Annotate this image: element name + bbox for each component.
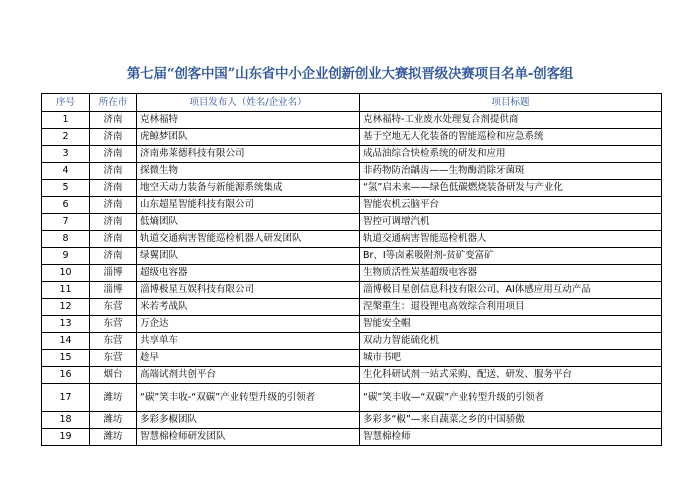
cell-no: 2 [42, 129, 90, 146]
cell-city: 烟台 [90, 367, 137, 384]
cell-city: 济南 [90, 214, 137, 231]
cell-project: 涅槃重生：退役锂电高效综合利用项目 [360, 299, 662, 316]
cell-no: 4 [42, 163, 90, 180]
table-row [42, 180, 662, 197]
cell-project: 智控可调增汽机 [360, 214, 662, 231]
cell-city: 淄博 [90, 282, 137, 299]
cell-city: 济南 [90, 197, 137, 214]
cell-project: 智慧棉检师 [360, 429, 662, 446]
table-row [42, 129, 662, 146]
column-header-project: 项目标题 [360, 94, 662, 112]
table-header-row [42, 94, 662, 112]
table-row [42, 299, 662, 316]
cell-city: 东营 [90, 299, 137, 316]
cell-project: 智能农机云脑平台 [360, 197, 662, 214]
page-title: 第七届“创客中国”山东省中小企业创新创业大赛拟晋级决赛项目名单-创客组 [126, 66, 574, 82]
table-row [42, 316, 662, 333]
cell-city: 东营 [90, 333, 137, 350]
cell-project: 生物质活性炭基超级电容器 [360, 265, 662, 282]
cell-publisher: 超级电容器 [137, 265, 360, 282]
cell-publisher: 山东超星智能科技有限公司 [137, 197, 360, 214]
table-row [42, 367, 662, 384]
cell-project: 基于空地无人化装备的智能巡检和应急系统 [360, 129, 662, 146]
cell-no: 14 [42, 333, 90, 350]
cell-no: 10 [42, 265, 90, 282]
cell-no: 13 [42, 316, 90, 333]
cell-no: 8 [42, 231, 90, 248]
cell-city: 济南 [90, 248, 137, 265]
cell-publisher: 克林福特 [137, 112, 360, 129]
cell-city: 潍坊 [90, 429, 137, 446]
cell-city: 济南 [90, 231, 137, 248]
table-row [42, 248, 662, 265]
table-row [42, 214, 662, 231]
cell-city: 潍坊 [90, 412, 137, 429]
table-row [42, 429, 662, 446]
table-row [42, 333, 662, 350]
cell-publisher: 智慧棉检师研发团队 [137, 429, 360, 446]
table-row [42, 163, 662, 180]
table-row [42, 146, 662, 163]
cell-no: 12 [42, 299, 90, 316]
cell-publisher: 绿翼团队 [137, 248, 360, 265]
cell-publisher: 多彩多椒团队 [137, 412, 360, 429]
table-row [42, 412, 662, 429]
cell-publisher: “碳”笑丰收-“双碳”产业转型升级的引领者 [137, 384, 360, 412]
cell-publisher: 地空天动力装备与新能源系统集成 [137, 180, 360, 197]
cell-publisher: 探微生物 [137, 163, 360, 180]
cell-project: 生化科研试剂一站式采购、配送、研发、服务平台 [360, 367, 662, 384]
cell-project: 城市书吧 [360, 350, 662, 367]
cell-no: 17 [42, 384, 90, 412]
cell-city: 济南 [90, 129, 137, 146]
cell-publisher: 济南弗莱德科技有限公司 [137, 146, 360, 163]
project-list-table [41, 93, 662, 446]
cell-project: 多彩多“椒”—来自蔬菜之乡的中国骄傲 [360, 412, 662, 429]
table-row [42, 384, 662, 412]
table-row [42, 350, 662, 367]
cell-no: 16 [42, 367, 90, 384]
cell-city: 济南 [90, 146, 137, 163]
cell-publisher: 万企达 [137, 316, 360, 333]
cell-no: 18 [42, 412, 90, 429]
cell-project: 克林福特-工业废水处理复合剂提供商 [360, 112, 662, 129]
cell-city: 东营 [90, 316, 137, 333]
cell-project: 淄博极目星创信息科技有限公司、AI体感应用互动产品 [360, 282, 662, 299]
cell-publisher: 淄博极星互娱科技有限公司 [137, 282, 360, 299]
column-header-no: 序号 [42, 94, 90, 112]
cell-no: 11 [42, 282, 90, 299]
cell-publisher: 趁早 [137, 350, 360, 367]
table-row [42, 112, 662, 129]
column-header-city: 所在市 [90, 94, 137, 112]
cell-no: 1 [42, 112, 90, 129]
cell-publisher: 高端试剂共创平台 [137, 367, 360, 384]
cell-project: 智能安全帽 [360, 316, 662, 333]
cell-no: 7 [42, 214, 90, 231]
cell-publisher: 低熵团队 [137, 214, 360, 231]
table-row [42, 282, 662, 299]
cell-city: 淄博 [90, 265, 137, 282]
cell-city: 潍坊 [90, 384, 137, 412]
cell-project: 双动力智能硫化机 [360, 333, 662, 350]
column-header-publisher: 项目发布人（姓名/企业名） [137, 94, 360, 112]
cell-project: 轨道交通病害智能巡检机器人 [360, 231, 662, 248]
table-row [42, 265, 662, 282]
cell-project: 成品油综合快检系统的研发和应用 [360, 146, 662, 163]
cell-city: 济南 [90, 163, 137, 180]
cell-no: 6 [42, 197, 90, 214]
table-row [42, 197, 662, 214]
cell-project: “碳”笑丰收—“双碳”产业转型升级的引领者 [360, 384, 662, 412]
cell-city: 济南 [90, 180, 137, 197]
cell-publisher: 共享单车 [137, 333, 360, 350]
cell-no: 19 [42, 429, 90, 446]
cell-publisher: 虎鲸梦团队 [137, 129, 360, 146]
cell-project: “氢”启未来——绿色低碳燃烧装备研发与产业化 [360, 180, 662, 197]
cell-no: 5 [42, 180, 90, 197]
cell-project: Br、I等卤素吸附剂-贫矿变富矿 [360, 248, 662, 265]
table-body [42, 112, 662, 446]
table-row [42, 231, 662, 248]
cell-publisher: 米若考战队 [137, 299, 360, 316]
cell-project: 非药物防治龋齿——生物酶消除牙菌斑 [360, 163, 662, 180]
cell-publisher: 轨道交通病害智能巡检机器人研发团队 [137, 231, 360, 248]
cell-city: 济南 [90, 112, 137, 129]
cell-no: 15 [42, 350, 90, 367]
cell-no: 3 [42, 146, 90, 163]
cell-city: 东营 [90, 350, 137, 367]
cell-no: 9 [42, 248, 90, 265]
